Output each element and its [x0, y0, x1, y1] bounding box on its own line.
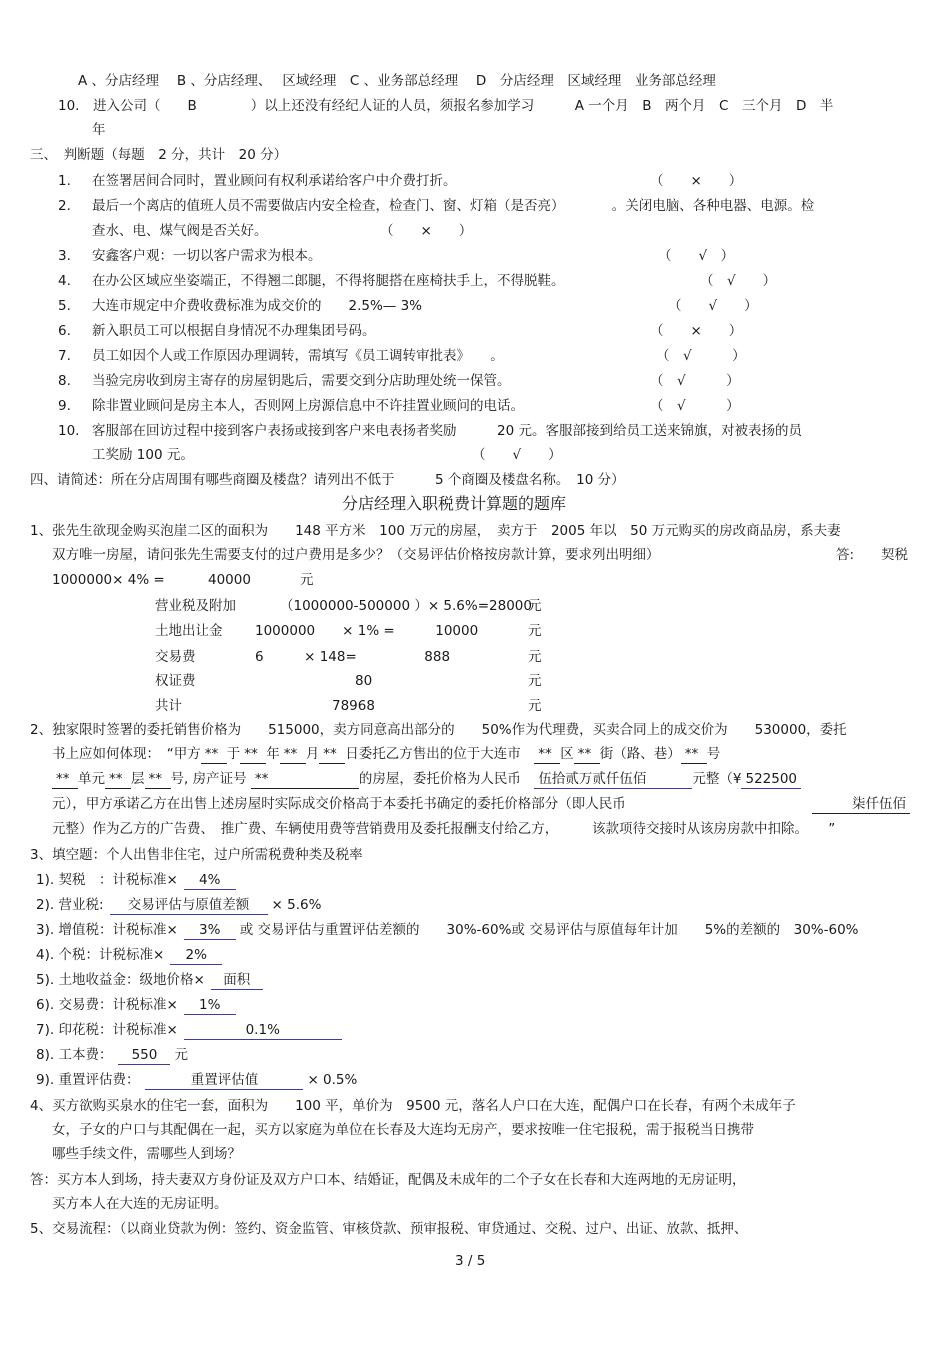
- blank: **: [319, 745, 345, 764]
- tf-item: [58, 397, 524, 415]
- fill-item-blank: 4%: [184, 871, 236, 890]
- blank: **: [201, 745, 227, 764]
- q4-answer2: 买方本人在大连的无房证明。: [52, 1196, 228, 1212]
- blank: **: [681, 745, 707, 764]
- calc-item-value: 6 × 148= 888: [255, 649, 451, 665]
- calc-item-value: 80: [355, 673, 373, 689]
- fill-item: [36, 996, 240, 1015]
- mc-q10-line1: 10. 进入公司（ B ）以上还没有经纪人证的人员，须报名参加学习 A 一个月 B 两个月 C 三个月 D 半: [58, 98, 834, 114]
- tf-item-text: 新入职员工可以根据自身情况不办理集团号码。: [92, 323, 376, 339]
- fill-item-blank: 550: [118, 1046, 170, 1065]
- calc-item-value: 78968: [332, 698, 375, 714]
- tf-item: [58, 372, 511, 390]
- fill-item-label: 4). 个税：计税标准×: [36, 947, 165, 963]
- mc-q9-options: A 、分店经理 B 、分店经理、 区域经理 C 、业务部总经理 D 分店经理 区域经理 业务部总经理: [78, 73, 716, 89]
- tf-answer: （ × ）: [650, 173, 743, 189]
- q1-line2: 双方唯一房屋，请问张先生需要支付的过户费用是多少？（交易评估价格按房款计算，要求列出明细）: [52, 547, 660, 563]
- blank: **: [534, 745, 560, 764]
- fill-item: [36, 871, 240, 890]
- blank: **: [574, 745, 600, 764]
- q4-line1: 4、买方欲购买泉水的住宅一套，面积为 100 平，单价为 9500 元，落名人户口在大连，配偶户口在长春，有两个未成年子: [30, 1098, 796, 1114]
- fill-item-label: 7). 印花税：计税标准×: [36, 1022, 178, 1038]
- fill-item-blank: 1%: [184, 996, 236, 1015]
- calc-item-unit: 元: [300, 572, 314, 588]
- fill-item-blank: 交易评估与原值差额: [110, 896, 268, 915]
- blank: **: [52, 770, 78, 789]
- fill-item-label: 2). 营业税:: [36, 897, 104, 913]
- fill-item-blank: 3%: [184, 921, 236, 940]
- tf-item: [92, 222, 268, 240]
- tf-item: [58, 422, 802, 440]
- tf-item-text: 当验完房收到房主寄存的房屋钥匙后，需要交到分店助理处统一保管。: [92, 373, 511, 389]
- tf-item-text: 安鑫客户观：一切以客户需求为根本。: [92, 248, 322, 264]
- calc-item-value: （1000000-500000 ）× 5.6%=28000: [280, 598, 532, 614]
- page-number: 3 / 5: [455, 1253, 486, 1269]
- fill-item-label: 1). 契税 ：计税标准×: [36, 872, 178, 888]
- tf-item: [92, 446, 194, 464]
- short-answer-question: 四、请简述：所在分店周围有哪些商圈及楼盘？请列出不低于 5 个商圈及楼盘名称。 10 分）: [30, 472, 625, 488]
- tf-item: [58, 172, 457, 190]
- blank: **: [251, 770, 359, 789]
- calc-item-label: 土地出让金: [155, 623, 223, 639]
- q2-line4: 元），甲方承诺乙方在出售上述房屋时实际成交价格高于本委托书确定的委托价格部分（即人民币: [52, 796, 626, 812]
- amount-cn: 伍拾贰万贰仟伍佰: [534, 770, 692, 789]
- tf-item-text: 客服部在回访过程中接到客户表扬或接到客户来电表扬者奖励 20 元。客服部接到给员工送来锦旗，对被表扬的员: [92, 423, 802, 439]
- fill-item: [36, 1021, 346, 1040]
- calc-item-unit: 元: [528, 649, 542, 665]
- calc-item-label: 1000000× 4% =: [52, 572, 165, 588]
- tf-item-number: 4.: [58, 273, 71, 289]
- q3-header: 3、填空题：个人出售非住宅，过户所需税费种类及税率: [30, 847, 363, 863]
- blank: **: [240, 745, 266, 764]
- blank: **: [105, 770, 131, 789]
- tf-answer: （ √ ）: [656, 348, 746, 364]
- tf-item-text: 在签署居间合同时，置业顾问有权利承诺给客户中介费打折。: [92, 173, 457, 189]
- fill-item-blank: 0.1%: [184, 1021, 342, 1040]
- tf-item-number: 2.: [58, 198, 71, 214]
- tf-item-text: 在办公区域应坐姿端正，不得翘二郎腿，不得将腿搭在座椅扶手上，不得脱鞋。: [92, 273, 565, 289]
- q1-answer-label: 答: 契税: [836, 547, 909, 563]
- q5-line: 5、交易流程：（以商业贷款为例：签约、资金监管、审核贷款、预审报税、审贷通过、交税、过户、出证、放款、抵押、: [30, 1221, 748, 1237]
- tf-item-text: 除非置业顾问是房主本人，否则网上房源信息中不许挂置业顾问的电话。: [92, 398, 524, 414]
- calc-item-unit: 元: [528, 698, 542, 714]
- tf-item-number: 3.: [58, 248, 71, 264]
- fill-item: [36, 971, 267, 990]
- calc-item-value: 1000000 × 1% = 10000: [255, 623, 479, 639]
- tf-item: [58, 272, 565, 290]
- calc-item-unit: 元: [528, 673, 542, 689]
- fill-item-after: 或 交易评估与重置评估差额的 30%-60%或 交易评估与原值每年计加 5%的差额的 30%-60%: [239, 922, 859, 938]
- q2-line2: 书上应如何体现： “甲方 ** 于 ** 年 ** 月 ** 日委托乙方售出的位于大连市 ** 区 ** 街（路、巷） ** 号: [52, 746, 721, 762]
- calc-item-unit: 元: [528, 598, 542, 614]
- fill-item-after: × 5.6%: [271, 897, 322, 913]
- calc-item-label: 共计: [155, 698, 182, 714]
- fill-item-label: 5). 土地收益金：级地价格×: [36, 972, 205, 988]
- fill-item-after: × 0.5%: [307, 1072, 358, 1088]
- fill-item: [36, 946, 226, 965]
- q4-answer1: 答：买方本人到场，持夫妻双方身份证及双方户口本、结婚证，配偶及未成年的二个子女在长春和大连两地的无房证明，: [30, 1172, 746, 1188]
- fill-item-label: 6). 交易费：计税标准×: [36, 997, 178, 1013]
- tf-answer: （ √ ）: [700, 273, 777, 289]
- fill-item: [36, 921, 859, 940]
- tf-answer: （ √ ）: [472, 447, 562, 463]
- q4-line3: 哪些手续文件，需哪些人到场？: [52, 1146, 241, 1162]
- calc-item-label: 交易费: [155, 649, 196, 665]
- tf-item-number: 1.: [58, 173, 71, 189]
- tf-answer: （ √ ）: [650, 398, 740, 414]
- fill-item-blank: 2%: [170, 946, 222, 965]
- calc-item-value: 40000: [208, 572, 251, 588]
- tf-item: [58, 347, 504, 365]
- calc-item-unit: 元: [528, 623, 542, 639]
- tf-item-number: 8.: [58, 373, 71, 389]
- section-title: 分店经理入职税费计算题的题库: [342, 494, 567, 513]
- mc-q10-line2: 年: [92, 122, 106, 138]
- tf-item-number: 9.: [58, 398, 71, 414]
- tf-item-text: 最后一个离店的值班人员不需要做店内安全检查，检查门、窗、灯箱（是否亮） 。关闭电脑、各种电器、电源。检: [92, 198, 815, 214]
- tf-item-text: 大连市规定中介费收费标准为成交价的 2.5%— 3%: [92, 298, 423, 314]
- calc-item-label: 营业税及附加: [155, 598, 236, 614]
- tf-item-number: 10.: [58, 423, 80, 439]
- q2-line1: 2、独家限时签署的委托销售价格为 515000，卖方同意高出部分的 50%作为代理费，买卖合同上的成交价为 530000，委托: [30, 722, 847, 738]
- fill-item: [36, 896, 321, 915]
- tf-item: [58, 297, 422, 315]
- tf-answer: （ × ）: [380, 223, 473, 239]
- fill-item-label: 8). 工本费：: [36, 1047, 113, 1063]
- tf-item: [58, 247, 322, 265]
- fill-item-label: 9). 重置评估费：: [36, 1072, 140, 1088]
- q2-line3: ** 单元 ** 层 ** 号, 房产证号 ** 的房屋，委托价格为人民币 伍拾贰万贰仟伍佰 元整（¥ 522500: [52, 770, 801, 789]
- fill-item-label: 3). 增值税：计税标准×: [36, 922, 178, 938]
- q2-fee-cn: 柒仟伍佰: [812, 795, 910, 814]
- tf-item-text: 工奖励 100 元。: [92, 447, 194, 463]
- q1-line1: 1、张先生欲现金购买泡崖二区的面积为 148 平方米 100 万元的房屋， 卖方于 2005 年以 50 万元购买的房改商品房，系夫妻: [30, 523, 841, 539]
- fill-item-blank: 重置评估值: [145, 1071, 303, 1090]
- tf-answer: （ × ）: [650, 323, 743, 339]
- q4-line2: 女，子女的户口与其配偶在一起，买方以家庭为单位在长春及大连均无房产，要求按唯一住宅报税，需于报税当日携带: [52, 1122, 754, 1138]
- fill-item-after: 元: [174, 1047, 188, 1063]
- tf-item-number: 7.: [58, 348, 71, 364]
- tf-answer: （ √ ）: [658, 248, 735, 264]
- tf-item-number: 6.: [58, 323, 71, 339]
- fill-item: [36, 1046, 188, 1065]
- q2-line5: 元整）作为乙方的广告费、 推广费、车辆使用费等营销费用及委托报酬支付给乙方， 该款项待交接时从该房房款中扣除。 ”: [52, 821, 836, 837]
- fill-item-blank: 面积: [211, 971, 263, 990]
- tf-item-text: 查水、电、煤气阀是否关好。: [92, 223, 268, 239]
- calc-item-label: 权证费: [155, 673, 196, 689]
- tf-header: 三、 判断题（每题 2 分，共计 20 分）: [30, 147, 288, 163]
- tf-item-number: 5.: [58, 298, 71, 314]
- fill-item: [36, 1071, 357, 1090]
- tf-item: [58, 322, 376, 340]
- blank: **: [280, 745, 306, 764]
- tf-item: [58, 197, 814, 215]
- tf-answer: （ √ ）: [668, 298, 758, 314]
- tf-answer: （ √ ）: [650, 373, 740, 389]
- tf-item-text: 员工如因个人或工作原因办理调转，需填写《员工调转审批表》 。: [92, 348, 504, 364]
- amount-num: 522500: [741, 770, 801, 789]
- blank: **: [145, 770, 171, 789]
